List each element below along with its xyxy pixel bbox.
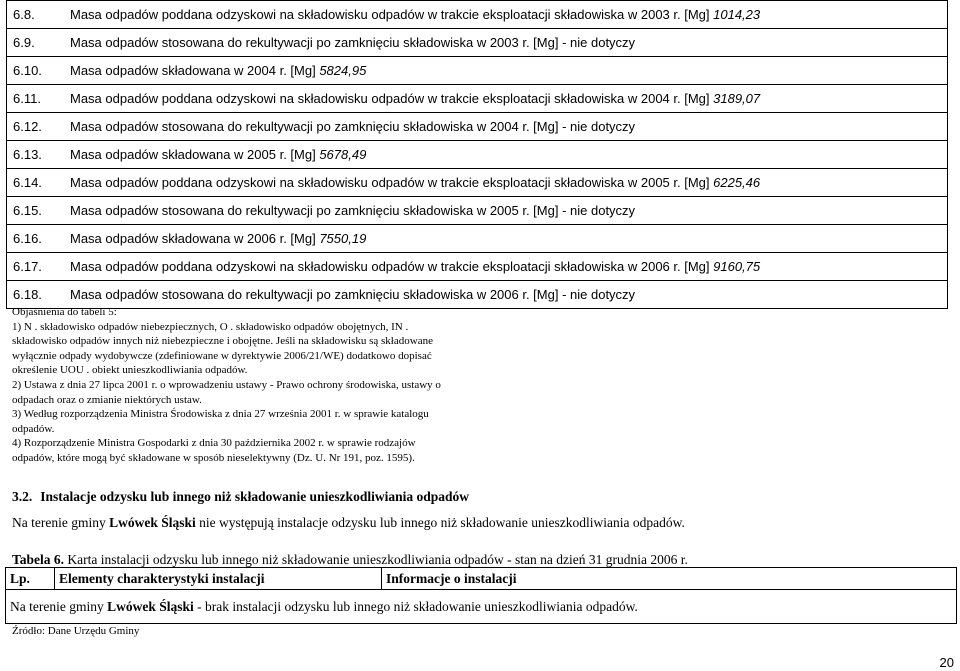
table-row xyxy=(7,29,948,57)
notes-line: 4) Rozporządzenie Ministra Gospodarki z dnia 30 października 2002 r. w sprawie rodzajów xyxy=(12,437,416,450)
row-number: 6.15. xyxy=(7,197,67,225)
gmina-name: Lwówek Śląski xyxy=(107,598,194,614)
row-number: 6.10. xyxy=(7,57,67,85)
row-description xyxy=(66,29,948,57)
row-value: 5678,49 xyxy=(319,147,367,162)
paragraph-text: nie występują instalacje odzysku lub innego niż składowanie unieszkodliwiania odpadów. xyxy=(195,515,685,530)
row-text: Masa odpadów stosowana do rekultywacji po zamknięciu składowiska w 2003 r. [Mg] - nie dotyczy xyxy=(70,35,636,50)
row-number: 6.8. xyxy=(7,1,67,29)
table-row xyxy=(7,253,948,281)
row-number: 6.13. xyxy=(7,141,67,169)
row-description xyxy=(66,169,948,197)
row-text: Masa odpadów poddana odzyskowi na składowisku odpadów w trakcie eksploatacji składowiska w 2006 r. [Mg] xyxy=(70,259,710,274)
row-text: Masa odpadów stosowana do rekultywacji po zamknięciu składowiska w 2004 r. [Mg] - nie dotyczy xyxy=(70,119,636,134)
row-value: 6225,46 xyxy=(713,175,761,190)
notes-line: odpadach oraz o zmianie niektórych ustaw. xyxy=(12,393,202,406)
row-description xyxy=(66,1,948,29)
row-text: Na terenie gminy xyxy=(10,598,108,614)
row-text: Masa odpadów poddana odzyskowi na składowisku odpadów w trakcie eksploatacji składowiska w 2004 r. [Mg] xyxy=(70,91,710,106)
notes-line: odpadów. xyxy=(12,422,55,435)
header-elements: Elementy charakterystyki instalacji xyxy=(55,568,382,590)
installation-table xyxy=(5,567,957,624)
table-6-caption xyxy=(12,552,688,568)
row-value: 3189,07 xyxy=(713,91,761,106)
notes-line: wyłącznie odpady wydobywcze (zdefiniowane w dyrektywie 2006/21/WE) dodatkowo dopisać xyxy=(12,349,432,362)
table-5-notes xyxy=(12,305,512,466)
row-number: 6.14. xyxy=(7,169,67,197)
row-description xyxy=(66,141,948,169)
notes-line: 1) N . składowisko odpadów niebezpiecznych, O . składowisko odpadów obojętnych, IN . xyxy=(12,320,409,333)
row-text: Masa odpadów składowana w 2006 r. [Mg] xyxy=(70,231,316,246)
row-number: 6.12. xyxy=(7,113,67,141)
section-paragraph xyxy=(12,515,685,531)
notes-line: 2) Ustawa z dnia 27 lipca 2001 r. o wprowadzeniu ustawy - Prawo ochrony środowiska, ustawy o xyxy=(12,378,441,391)
table-row xyxy=(7,85,948,113)
row-number: 6.11. xyxy=(7,85,67,113)
table-header-row xyxy=(6,568,957,590)
notes-line: składowisko odpadów innych niż niebezpieczne i obojętne. Jeśli na składowisku są składowane xyxy=(12,335,433,348)
row-number: 6.17. xyxy=(7,253,67,281)
table-row xyxy=(7,57,948,85)
notes-line: odpadów, które mogą być składowane w sposób nieselektywny (Dz. U. Nr 191, poz. 1595). xyxy=(12,451,415,464)
section-title: Instalacje odzysku lub innego niż składowanie unieszkodliwiania odpadów xyxy=(40,489,469,504)
row-description xyxy=(66,113,948,141)
page-number: 20 xyxy=(939,655,954,670)
section-number: 3.2. xyxy=(12,489,33,504)
table-row xyxy=(7,197,948,225)
installation-note xyxy=(6,590,957,624)
paragraph-text: Na terenie gminy xyxy=(12,515,110,530)
table-row xyxy=(7,141,948,169)
row-text: Masa odpadów stosowana do rekultywacji po zamknięciu składowiska w 2005 r. [Mg] - nie dotyczy xyxy=(70,203,636,218)
row-text: - brak instalacji odzysku lub innego niż składowanie unieszkodliwiania odpadów. xyxy=(193,598,638,614)
row-text: Masa odpadów stosowana do rekultywacji po zamknięciu składowiska w 2006 r. [Mg] - nie dotyczy xyxy=(70,287,636,302)
notes-line: 3) Według rozporządzenia Ministra Środowiska z dnia 27 września 2001 r. w sprawie katalogu xyxy=(12,408,429,421)
header-info: Informacje o instalacji xyxy=(382,568,957,590)
caption-label: Tabela 6. xyxy=(12,552,65,567)
row-text: Masa odpadów składowana w 2004 r. [Mg] xyxy=(70,63,316,78)
header-lp: Lp. xyxy=(6,568,55,590)
row-description xyxy=(66,85,948,113)
waste-data-table xyxy=(6,0,948,309)
table-row xyxy=(6,590,957,624)
row-value: 7550,19 xyxy=(319,231,367,246)
notes-line: Objaśnienia do tabeli 5: xyxy=(12,306,117,318)
row-description xyxy=(66,57,948,85)
row-description xyxy=(66,197,948,225)
row-description xyxy=(66,253,948,281)
gmina-name: Lwówek Śląski xyxy=(109,515,196,530)
row-text: Masa odpadów poddana odzyskowi na składowisku odpadów w trakcie eksploatacji składowiska w 2003 r. [Mg] xyxy=(70,7,710,22)
table-row xyxy=(7,1,948,29)
row-number: 6.18. xyxy=(7,281,67,309)
row-description xyxy=(66,225,948,253)
caption-text: Karta instalacji odzysku lub innego niż składowanie unieszkodliwiania odpadów - stan na dzień 31 grudnia 2006 r. xyxy=(64,552,688,567)
table-row xyxy=(7,225,948,253)
notes-line: określenie UOU . obiekt unieszkodliwiania odpadów. xyxy=(12,364,248,377)
row-text: Masa odpadów poddana odzyskowi na składowisku odpadów w trakcie eksploatacji składowiska w 2005 r. [Mg] xyxy=(70,175,710,190)
table-row xyxy=(7,113,948,141)
section-heading xyxy=(12,489,469,505)
table-row xyxy=(7,169,948,197)
row-number: 6.9. xyxy=(7,29,67,57)
row-value: 5824,95 xyxy=(319,63,367,78)
row-value: 1014,23 xyxy=(713,7,761,22)
row-text: Masa odpadów składowana w 2005 r. [Mg] xyxy=(70,147,316,162)
source-note: Źródło: Dane Urzędu Gminy xyxy=(12,625,140,637)
row-value: 9160,75 xyxy=(713,259,761,274)
row-number: 6.16. xyxy=(7,225,67,253)
